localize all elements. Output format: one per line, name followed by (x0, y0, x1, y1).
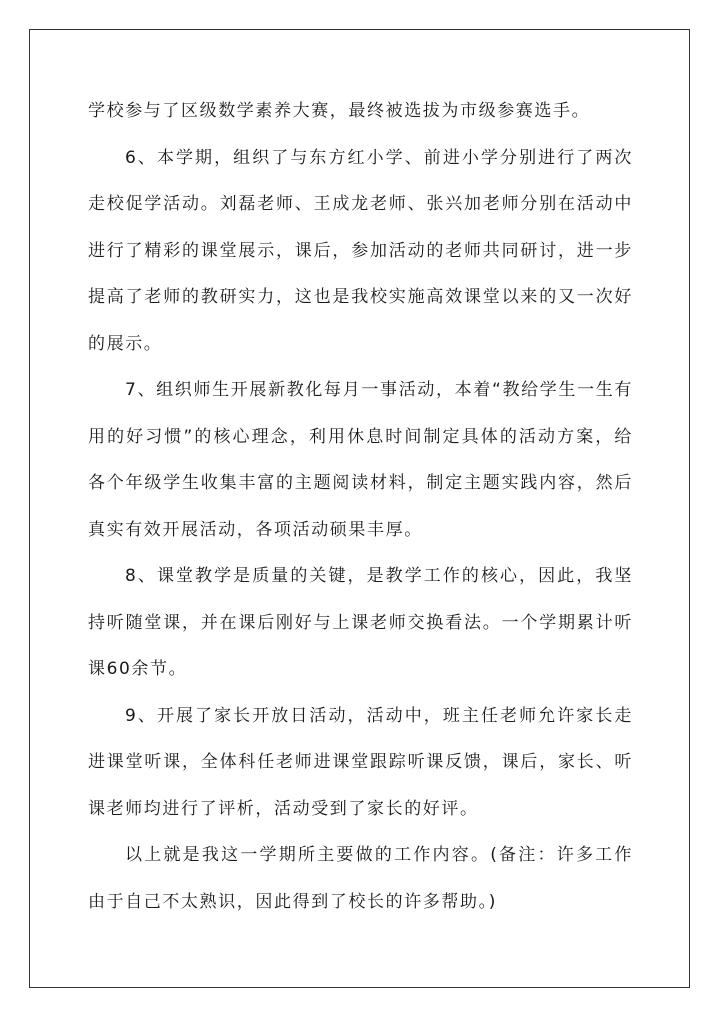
paragraph-item-9: 9、开展了家长开放日活动，活动中，班主任老师允许家长走进课堂听课，全体科任老师进课堂跟踪听课反馈，课后，家长、听课老师均进行了评析，活动受到了家长的好评。 (88, 705, 633, 819)
paragraph-item-7: 7、组织师生开展新教化每月一事活动，本着“教给学生一生有用的好习惯”的核心理念，利用休息时间制定具体的活动方案，给各个年级学生收集丰富的主题阅读材料，制定主题实践内容，然后真实有效开展活动，各项活动硕果丰厚。 (88, 380, 633, 540)
paragraph-item-6: 6、本学期，组织了与东方红小学、前进小学分别进行了两次走校促学活动。刘磊老师、王成龙老师、张兴加老师分别在活动中进行了精彩的课堂展示，课后，参加活动的老师共同研讨，进一步提高了老师的教研实力，这也是我校实施高效课堂以来的又一次好的展示。 (88, 147, 633, 354)
paragraph-item-8: 8、课堂教学是质量的关键，是教学工作的核心，因此，我坚持听随堂课，并在课后刚好与上课老师交换看法。一个学期累计听课60余节。 (88, 566, 633, 679)
paragraph-summary: 以上就是我这一学期所主要做的工作内容。(备注：许多工作由于自己不太熟识，因此得到了校长的许多帮助。) (88, 845, 633, 912)
document-body (88, 88, 633, 925)
paragraph-continuation: 学校参与了区级数学素养大赛，最终被选拔为市级参赛选手。 (88, 101, 591, 121)
